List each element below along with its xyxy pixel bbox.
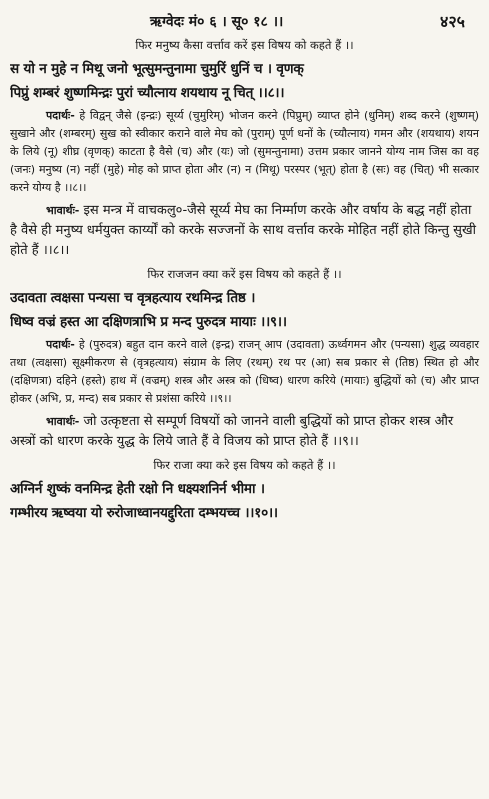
section-heading: फिर राजा क्या करे इस विषय को कहते हैं ।। <box>153 458 336 472</box>
bhavartha-label: भावार्थः- <box>46 204 80 217</box>
padartha-text: हे (पुरुदत्र) बहुत दान करने वाले (इन्द्र) राजन् आप (उदावता) ऊर्ध्वगमन और (पन्यसा) शुद्ध व्यवहार तथा (त्वक्षसा) सूक्ष्मीकरण से (वृत्रहत्याय) संग्राम के लिए (रथम्) रथ पर (आ) सब प्रकार से (तिष्ठ) स्थित हो और (दक्षिणत्रा) दहिने (हस्ते) हाथ में (वज्रम्) शस्त्र और अस्त्र को (धिष्व) धारण करिये (मायाः) बुद्धियों को (च) और प्राप्त होकर (अभि, प्र, मन्द) सब प्रकार से प्रशंसा करिये ।।९।। <box>10 338 479 405</box>
section-heading: फिर मनुष्य कैसा वर्त्ताव करें इस विषय को कहते हैं ।। <box>135 38 354 52</box>
page-header <box>10 6 479 32</box>
bhavartha-text: इस मन्त्र में वाचकलु०-जैसे सूर्य्य मेघ का निर्म्माण करके और वर्षाय के बद्ध नहीं होता है वैसे ही मनुष्य धर्मयुक्त कार्य्यों को करके सज्जनों के साथ वर्त्ताव करके मोहित नहीं होते किन्तु सुखी होते हैं ।।८।। <box>10 203 476 258</box>
bhavartha-paragraph <box>10 201 479 261</box>
padartha-text: हे विद्वन् जैसे (इन्द्रः) सूर्य्य (चुमुरिम्) भोजन करने (पिप्रुम्) व्याप्त होने (धुनिम्) शब्द करने (शुष्णम्) सुखाने और (शम्बरम्) सुख को स्वीकार कराने वाले मेघ को (पुराम्) पूर्ण धनों के (च्यौत्नाय) गमन और (शयथाय) शयन के लिये (नू) शीघ्र (वृणक्) काटता है वैसे (च) और (यः) जो (सुमन्तुनामा) उत्तम प्रकार जानने योग्य नाम जिस का वह (जनः) मनुष्य (न) नहीं (मुहे) मोह को प्राप्त होता और (न) न (मिथू) परस्पर (भूत्) होता है (सः) वह (चित्) भी सत्कार करने योग्य है ।।८।। <box>10 109 480 194</box>
running-head: ऋग्वेदः मं० ६ । सू० १८ ।। <box>150 14 284 30</box>
bhavartha-paragraph <box>10 412 479 452</box>
mantra-verse-10 <box>10 477 479 525</box>
bhavartha-label: भावार्थः- <box>46 415 80 428</box>
padartha-paragraph <box>10 336 479 408</box>
page-number: ४२५ <box>440 12 465 31</box>
mantra-line: अग्निर्न शुष्कं वनमिन्द्र हेती रक्षो नि धक्ष्यशनिर्न भीमा । <box>10 481 265 497</box>
mantra-line: धिष्व वज्रं हस्त आ दक्षिणत्राभि प्र मन्द पुरुदत्र मायाः ।।९।। <box>10 314 287 330</box>
mantra-verse-9 <box>10 286 479 334</box>
padartha-label: पदार्थः- <box>46 338 75 351</box>
mantra-verse-8 <box>10 57 479 105</box>
padartha-label: पदार्थः- <box>46 109 75 122</box>
mantra-line: उदावता त्वक्षसा पन्यसा च वृत्रहत्याय रथमिन्द्र तिष्ठ । <box>10 290 256 306</box>
padartha-paragraph <box>10 107 479 197</box>
bhavartha-text: जो उत्कृष्टता से सम्पूर्ण विषयों को जानने वाली बुद्धियों को प्राप्त होकर शस्त्र और अस्त्रों को धारण करके युद्ध के लिये जाते हैं वे विजय को प्राप्त होते हैं ।।९।। <box>10 414 454 449</box>
mantra-line: पिप्रुं शम्बरं शुष्णमिन्द्रः पुरां च्यौत्नाय शयथाय नू चित् ।।८।। <box>10 85 285 101</box>
mantra-line: गम्भीरय ऋष्वया यो रुरोजाध्वानयद्दुरिता दम्भयच्च ।।१०।। <box>10 505 278 521</box>
section-heading: फिर राजजन क्या करें इस विषय को कहते हैं ।। <box>147 267 342 281</box>
mantra-line: स यो न मुहे न मिथू जनो भूत्सुमन्तुनामा चुमुरिं धुनिं च । वृणक् <box>10 61 304 77</box>
